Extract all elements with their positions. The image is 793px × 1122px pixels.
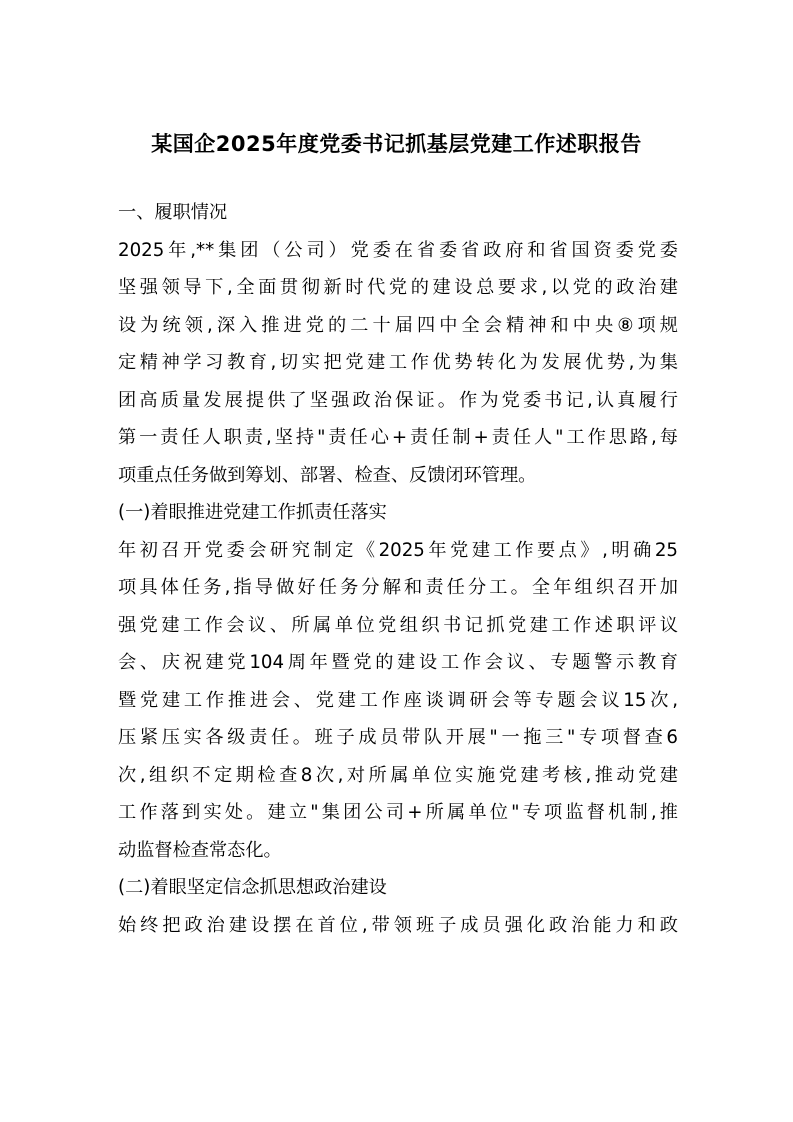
text-line: 坚强领导下,全面贯彻新时代党的建设总要求,以党的政治建 — [118, 277, 678, 298]
text-line: 会、庆祝建党104周年暨党的建设工作会议、专题警示教育 — [118, 652, 678, 673]
document-title: 某国企2025年度党委书记抓基层党建工作述职报告 — [151, 132, 642, 156]
text-line: 团高质量发展提供了坚强政治保证。作为党委书记,认真履行 — [118, 389, 678, 411]
text-line: 动监督检查常态化。 — [118, 839, 282, 861]
text-line: (二)着眼坚定信念抓思想政治建设 — [118, 877, 387, 898]
text-line: 次,组织不定期检查8次,对所属单位实施党建考核,推动党建 — [118, 764, 678, 786]
text-line: 项具体任务,指导做好任务分解和责任分工。全年组织召开加 — [118, 577, 678, 598]
text-line: 定精神学习教育,切实把党建工作优势转化为发展优势,为集 — [118, 352, 678, 373]
text-line: 2025年,**集团（公司）党委在省委省政府和省国资委党委 — [118, 239, 678, 261]
text-line: 强党建工作会议、所属单位党组织书记抓党建工作述职评议 — [118, 614, 678, 636]
document-body — [118, 194, 678, 944]
text-line: 第一责任人职责,坚持"责任心+责任制+责任人"工作思路,每 — [118, 427, 678, 448]
text-line: 暨党建工作推进会、党建工作座谈调研会等专题会议15次, — [118, 689, 678, 711]
text-line: 项重点任务做到筹划、部署、检查、反馈闭环管理。 — [118, 464, 537, 486]
text-line: 年初召开党委会研究制定《2025年党建工作要点》,明确25 — [118, 539, 678, 561]
text-line: 工作落到实处。建立"集团公司+所属单位"专项监督机制,推 — [118, 802, 678, 823]
text-line: 始终把政治建设摆在首位,带领班子成员强化政治能力和政 — [118, 914, 678, 936]
text-line: 设为统领,深入推进党的二十届四中全会精神和中央⑧项规 — [118, 314, 678, 336]
text-line: (一)着眼推进党建工作抓责任落实 — [118, 502, 387, 523]
text-line: 压紧压实各级责任。班子成员带队开展"一拖三"专项督查6 — [118, 727, 678, 748]
text-line: 一、履职情况 — [118, 202, 228, 223]
